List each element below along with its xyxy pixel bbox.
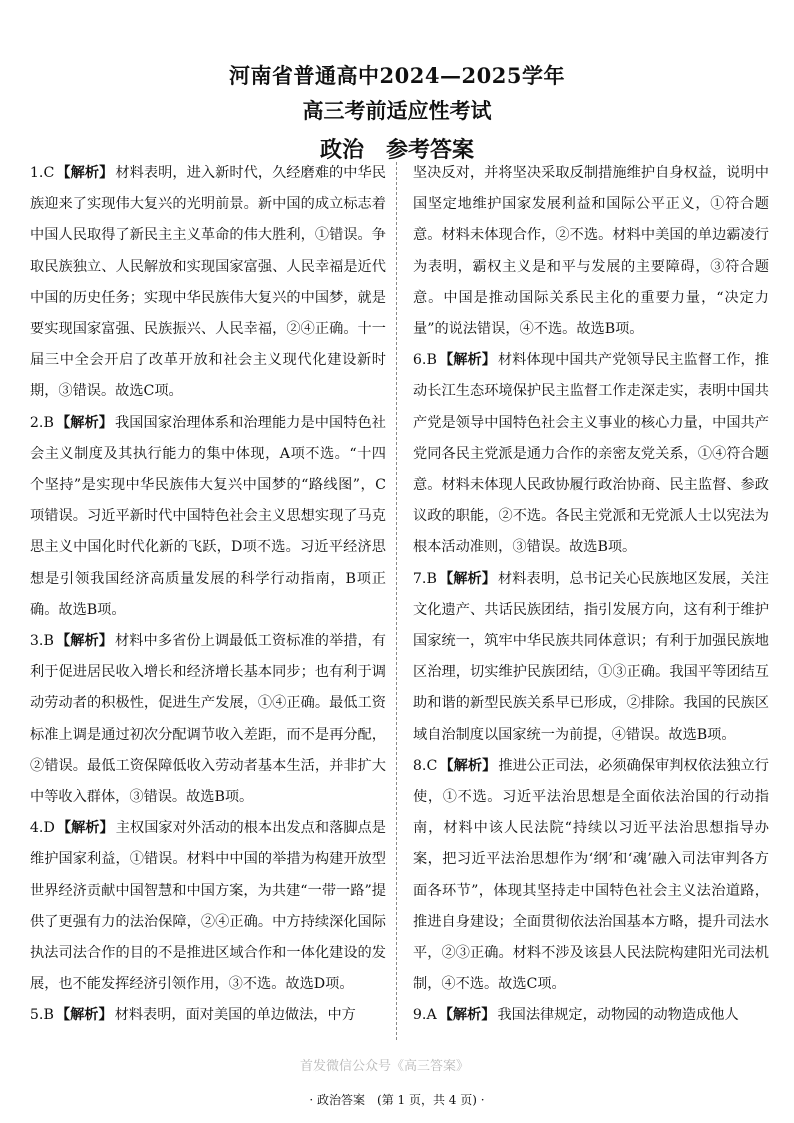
- page-footer: · 政治答案 (第 1 页，共 4 页) ·: [309, 1093, 485, 1107]
- answer-item: [413, 751, 769, 1001]
- analysis-text: 推进公正司法，必须确保审判权依法独立行使，①不选。习近平法治思想是全面依法治国的行动指南，材料中该人民法院“持续以习近平法治思想指导办案，把习近平法治思想作为‘纲’和‘魂’融入司法审判各方面各环节”，体现其坚持走中国特色社会主义法治道路，推进自身建设；全面贯彻依法治国基本方略，提升司法水平，②③正确。材料不涉及该县人民法院构建阳光司法机制，④不选。故选C项。: [413, 757, 769, 993]
- analysis-text: 主权国家对外活动的根本出发点和落脚点是维护国家利益，①错误。材料中中国的举措为构建开放型世界经济贡献中国智慧和中国方案，为共建“一带一路”提供了更强有力的法治保障，②④正确。中方持续深化国际执法司法合作的目的不是推进区域合作和一体化建设的发展，也不能发挥经济引领作用，③不选。故选D项。: [30, 820, 386, 993]
- left-column: [30, 158, 386, 1032]
- analysis-text: 材料表明，面对美国的单边做法，中方: [114, 1007, 356, 1024]
- question-number: 8.: [412, 757, 427, 774]
- analysis-text: 我国法律规定，动物园的动物造成他人: [497, 1007, 739, 1024]
- answer-letter: B: [426, 352, 437, 369]
- question-number: 6.: [412, 352, 427, 369]
- answer-letter: B: [43, 1007, 54, 1024]
- analysis-text: 材料中多省份上调最低工资标准的举措，有利于促进居民收入增长和经济增长基本同步；也有利于调动劳动者的积极性，促进生产发展，①④正确。最低工资标准上调是通过初次分配调节收入差距，而不是再分配，②错误。最低工资保障低收入劳动者基本生活，并非扩大中等收入群体，③错误。故选B项。: [30, 633, 386, 806]
- question-number: 9.: [412, 1007, 427, 1024]
- analysis-text: 坚决反对，并将坚决采取反制措施维护自身权益，说明中国坚定地维护国家发展利益和国际公平正义，①符合题意。材料未体现合作，②不选。材料中美国的单边霸凌行为表明，霸权主义是和平与发展的主要障碍，③符合题意。中国是推动国际关系民主化的重要力量，“决定力量”的说法错误，④不选。故选B项。: [412, 165, 769, 338]
- right-column: [413, 158, 769, 1032]
- answer-letter: D: [43, 820, 55, 837]
- question-number: 3.: [29, 633, 44, 650]
- doc-title-line1: 河南省普通高中2024—2025学年: [229, 63, 565, 88]
- question-number: 2.: [29, 414, 44, 431]
- watermark-text: 首发微信公众号《高三答案》: [300, 1059, 470, 1074]
- answer-item: [413, 564, 769, 751]
- analysis-tag: 【解析】: [439, 757, 497, 774]
- answer-letter: C: [43, 165, 55, 181]
- doc-title-line2: 高三考前适应性考试: [302, 98, 492, 123]
- answer-letter: B: [43, 633, 54, 650]
- answer-item: [413, 345, 769, 563]
- analysis-tag: 【解析】: [56, 165, 114, 181]
- analysis-text: 我国国家治理体系和治理能力是中国特色社会主义制度及其执行能力的集中体现，A项不选。“十四个坚持”是实现中华民族伟大复兴中国梦的“路线图”，C项错误。习近平新时代中国特色社会主义思想实现了马克思主义中国化时代化新的飞跃，D项不选。习近平经济思想是引领我国经济高质量发展的科学行动指南，B项正确。故选B项。: [30, 414, 386, 618]
- answer-letter: C: [426, 757, 438, 774]
- analysis-tag: 【解析】: [438, 352, 497, 369]
- answer-letter: A: [426, 1007, 437, 1024]
- analysis-tag: 【解析】: [438, 1007, 496, 1024]
- analysis-tag: 【解析】: [55, 414, 114, 431]
- column-divider: [396, 162, 397, 1040]
- analysis-text: 材料表明，进入新时代，久经磨难的中华民族迎来了实现伟大复兴的光明前景。新中国的成立标志着中国人民取得了新民主主义革命的伟大胜利，①错误。争取民族独立、人民解放和实现国家富强、人民幸福是近代中国的历史任务；实现中华民族伟大复兴的中国梦，就是要实现国家富强、民族振兴、人民幸福，②④正确。十一届三中全会开启了改革开放和社会主义现代化建设新时期，③错误。故选C项。: [30, 165, 386, 400]
- answer-letter: B: [43, 414, 54, 431]
- question-number: 1.: [29, 165, 44, 181]
- answer-letter: B: [426, 570, 437, 587]
- analysis-tag: 【解析】: [438, 570, 497, 587]
- question-number: 5.: [29, 1007, 44, 1024]
- doc-title-subject: 政治 参考答案: [319, 137, 474, 163]
- analysis-text: 材料体现中国共产党领导民主监督工作，推动长江生态环境保护民主监督工作走深走实，表明中国共产党是领导中国特色社会主义事业的核心力量，中国共产党同各民主党派是通力合作的亲密友党关系，①④符合题意。材料未体现人民政协履行政治协商、民主监督、参政议政的职能，②不选。各民主党派和无党派人士以宪法为根本活动准则，③错误。故选B项。: [413, 352, 769, 556]
- answer-item: [413, 158, 769, 345]
- answer-item: [30, 158, 386, 408]
- answer-item: [30, 1000, 386, 1031]
- analysis-tag: 【解析】: [56, 820, 114, 837]
- answer-item: [30, 813, 386, 1000]
- answer-item: [413, 1000, 769, 1031]
- analysis-tag: 【解析】: [55, 1007, 113, 1024]
- answer-item: [30, 626, 386, 813]
- answer-item: [30, 408, 386, 626]
- analysis-text: 材料表明，总书记关心民族地区发展，关注文化遗产、共话民族团结，指引发展方向，这有利于维护国家统一，筑牢中华民族共同体意识；有利于加强民族地区治理，切实维护民族团结，①③正确。我国平等团结互助和谐的新型民族关系早已形成，②排除。我国的民族区域自治制度以国家统一为前提，④错误。故选B项。: [413, 570, 769, 743]
- question-number: 7.: [412, 570, 427, 587]
- analysis-tag: 【解析】: [55, 633, 114, 650]
- question-number: 4.: [29, 820, 44, 837]
